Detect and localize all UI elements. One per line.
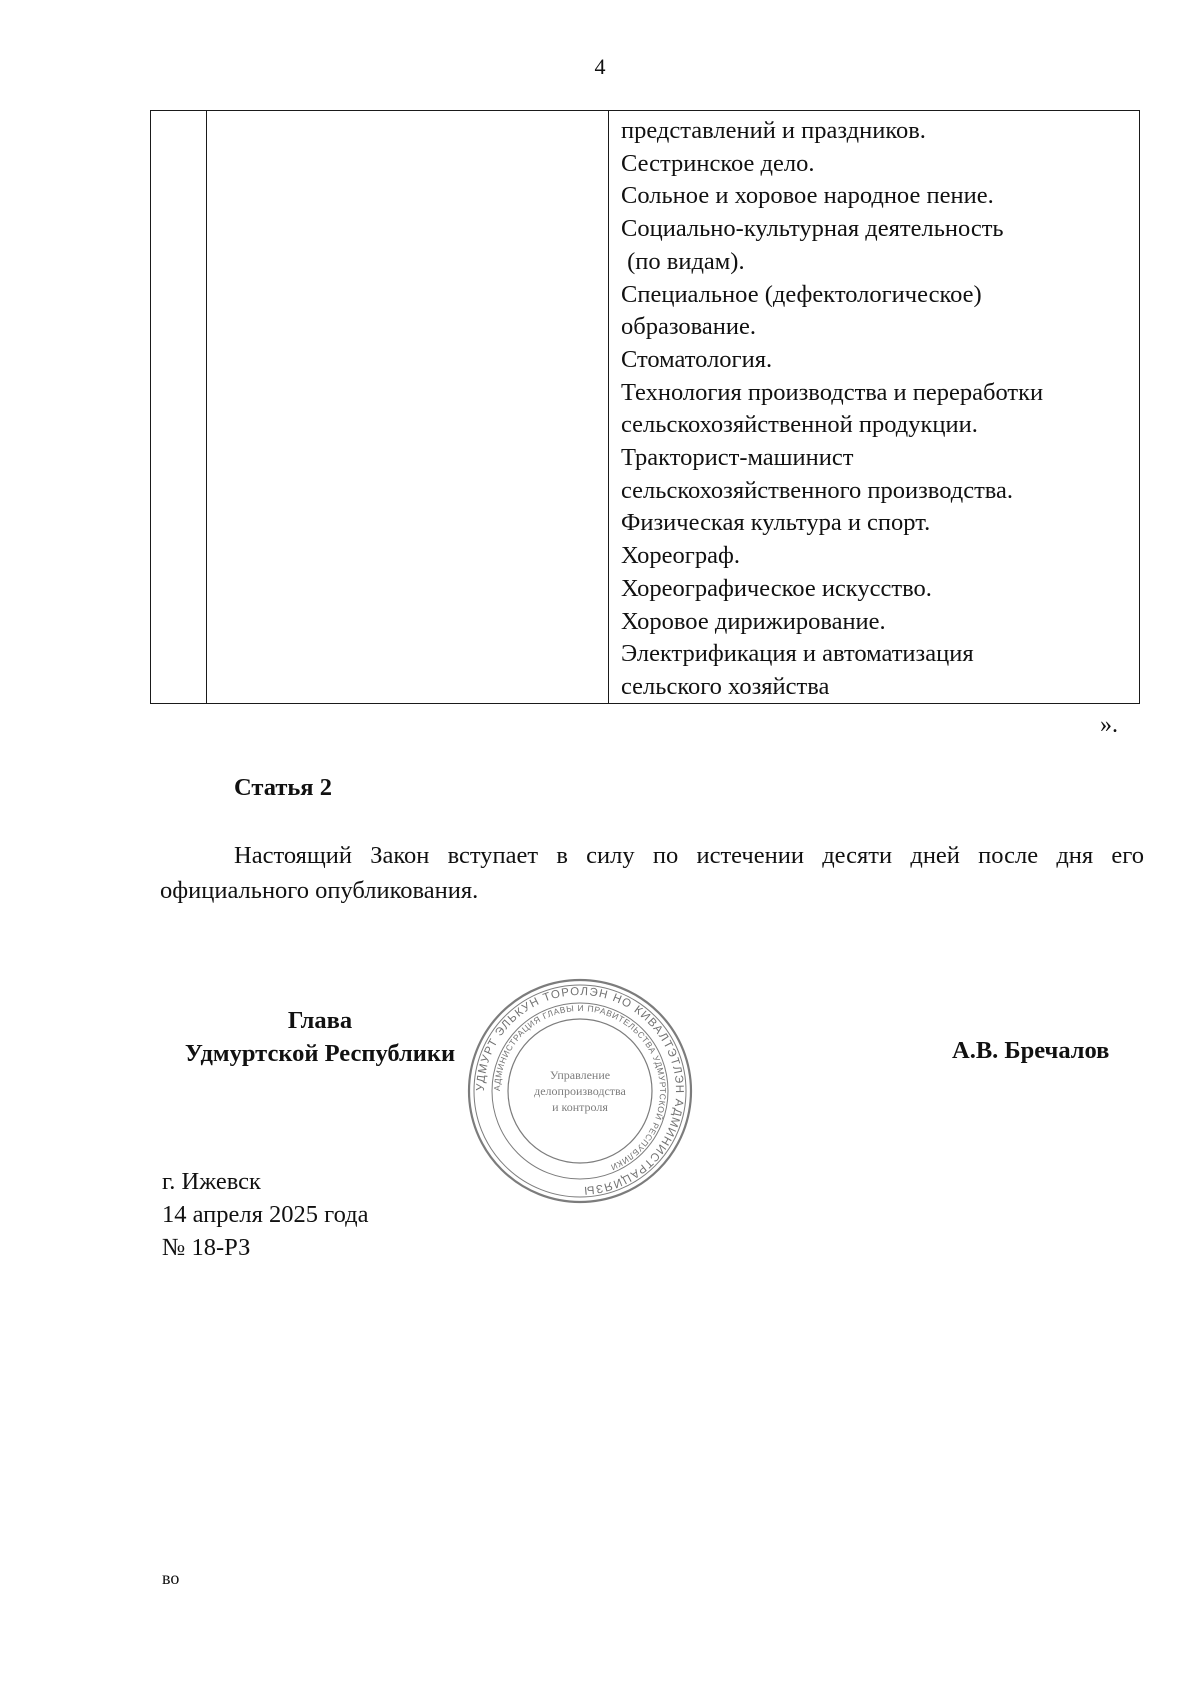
specialty-item: Физическая культура и спорт. xyxy=(621,509,931,537)
specialty-item: Сольное и хоровое народное пение. xyxy=(621,182,994,210)
executor-initials: во xyxy=(162,1568,180,1588)
table-column-divider xyxy=(206,111,207,703)
table-column-divider xyxy=(608,111,609,703)
specialties-table xyxy=(150,110,1140,704)
specialty-item: представлений и праздников. xyxy=(621,117,926,144)
article-heading: Статья 2 xyxy=(234,774,332,801)
signatory-title-line: Глава xyxy=(287,1007,353,1034)
specialty-item: Хореографическое искусство. xyxy=(621,574,932,602)
specialty-item: образование. xyxy=(621,313,756,341)
official-seal xyxy=(464,975,696,1207)
law-number: № 18-РЗ xyxy=(162,1234,251,1261)
signatory-title xyxy=(155,1004,485,1070)
seal-center-line: и контроля xyxy=(552,1100,608,1114)
city: г. Ижевск xyxy=(162,1168,261,1195)
specialty-item: Сестринское дело. xyxy=(621,149,815,177)
specialty-item: Тракторист-машинист xyxy=(621,444,854,472)
specialty-item: Электрификация и автоматизация xyxy=(621,640,974,668)
specialty-item: Хореограф. xyxy=(621,542,740,570)
seal-outer-text: УДМУРТ ЭЛЬКУН ТОРОЛЭН НО КИВАЛТЭТЛЭН АДМИНИСТРАЦИЯЗЫ xyxy=(474,985,686,1197)
specialty-item: сельскохозяйственного производства. xyxy=(621,476,1014,504)
specialty-item: Социально-культурная деятельность xyxy=(621,215,1004,243)
seal-inner-text: АДМИНИСТРАЦИЯ ГЛАВЫ И ПРАВИТЕЛЬСТВА УДМУРТСКОЙ РЕСПУБЛИКИ xyxy=(491,1002,669,1173)
specialty-item: сельскохозяйственной продукции. xyxy=(621,411,978,439)
seal-center-line: делопроизводства xyxy=(534,1084,626,1098)
specialties-list xyxy=(621,115,1043,704)
page-number: 4 xyxy=(594,54,606,79)
law-date: 14 апреля 2025 года xyxy=(162,1201,369,1228)
signatory-name: А.В. Бречалов xyxy=(952,1037,1110,1064)
specialty-item: сельского хозяйства xyxy=(621,672,830,700)
specialty-item: Технология производства и переработки xyxy=(621,378,1044,406)
closing-quote: ». xyxy=(1100,712,1118,738)
seal-center-line: Управление xyxy=(549,1068,611,1082)
law-details xyxy=(162,1165,368,1264)
signatory-title-line: Удмуртской Республики xyxy=(184,1040,456,1067)
specialty-item: Хоровое дирижирование. xyxy=(621,607,886,635)
specialty-item: Специальное (дефектологическое) xyxy=(621,280,982,308)
specialty-item: (по видам). xyxy=(621,247,745,275)
article-text: Настоящий Закон вступает в силу по истечении десяти дней после дня его официального опубликования. xyxy=(160,842,1144,904)
specialty-item: Стоматология. xyxy=(621,345,773,373)
